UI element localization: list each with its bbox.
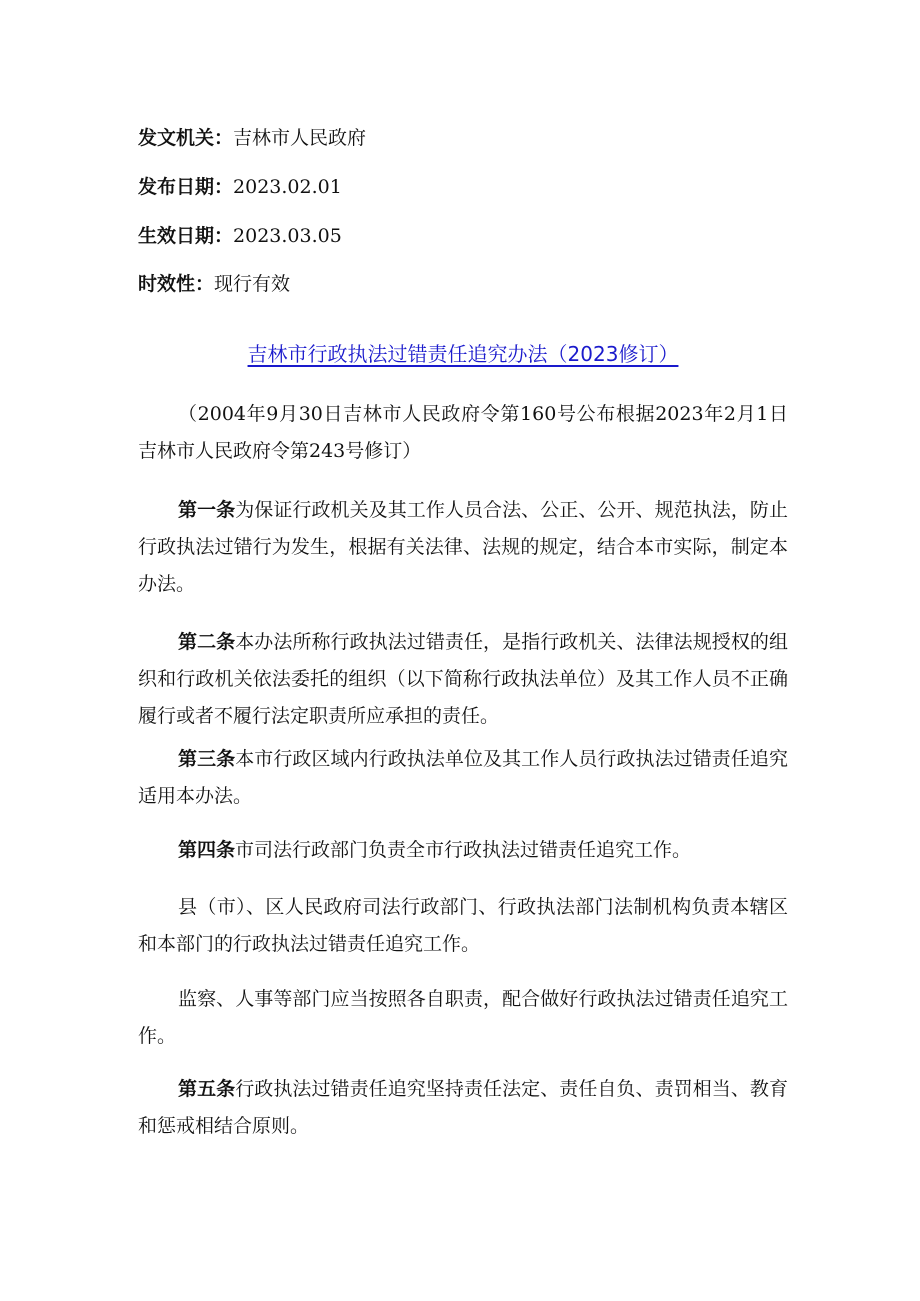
document-title-link[interactable]: 吉林市行政执法过错责任追究办法（2023修订） <box>247 342 679 366</box>
meta-issuer-label: 发文机关 <box>138 127 215 149</box>
article-3 <box>138 741 788 815</box>
meta-validity-value: 现行有效 <box>214 273 291 295</box>
article-text: 市司法行政部门负责全市行政执法过错责任追究工作。 <box>235 839 692 861</box>
paragraph-county-responsibility: 县（市）、区人民政府司法行政部门、行政执法部门法制机构负责本辖区和本部门的行政执法过错责任追究工作。 <box>138 896 788 955</box>
article-2 <box>138 624 788 735</box>
meta-publish-label: 发布日期 <box>138 176 215 198</box>
meta-separator: ： <box>214 127 234 149</box>
meta-separator: ： <box>214 225 234 247</box>
meta-publish-value: 2023.02.01 <box>233 176 342 198</box>
meta-separator: ： <box>195 273 215 295</box>
article-label: 第一条 <box>178 499 236 521</box>
paragraph-supervision: 监察、人事等部门应当按照各自职责，配合做好行政执法过错责任追究工作。 <box>138 988 788 1047</box>
meta-issuer <box>138 126 366 150</box>
meta-separator: ： <box>214 176 234 198</box>
meta-publish-date <box>138 175 342 199</box>
article-text: 行政执法过错责任追究坚持责任法定、责任自负、责罚相当、教育和惩戒相结合原则。 <box>138 1078 788 1137</box>
article-label: 第五条 <box>178 1078 236 1100</box>
meta-issuer-value: 吉林市人民政府 <box>233 127 367 149</box>
meta-validity-label: 时效性 <box>138 273 196 295</box>
source-note: （2004年9月30日吉林市人民政府令第160号公布根据2023年2月1日吉林市人民政府令第243号修订） <box>138 403 788 462</box>
article-text: 为保证行政机关及其工作人员合法、公正、公开、规范执法，防止行政执法过错行为发生，根据有关法律、法规的规定，结合本市实际，制定本办法。 <box>138 499 788 595</box>
article-text: 本办法所称行政执法过错责任，是指行政机关、法律法规授权的组织和行政机关依法委托的组织（以下简称行政执法单位）及其工作人员不正确履行或者不履行法定职责所应承担的责任。 <box>138 631 788 727</box>
document-title[interactable] <box>138 340 788 368</box>
meta-effective-label: 生效日期 <box>138 225 215 247</box>
meta-effective-date <box>138 224 342 248</box>
meta-effective-value: 2023.03.05 <box>233 225 342 247</box>
article-5 <box>138 1071 788 1145</box>
article-1 <box>138 492 788 603</box>
article-label: 第三条 <box>178 748 236 770</box>
meta-validity <box>138 272 290 296</box>
article-label: 第四条 <box>178 839 236 861</box>
article-label: 第二条 <box>178 631 236 653</box>
article-4 <box>138 832 788 869</box>
article-text: 本市行政区域内行政执法单位及其工作人员行政执法过错责任追究适用本办法。 <box>138 748 788 807</box>
